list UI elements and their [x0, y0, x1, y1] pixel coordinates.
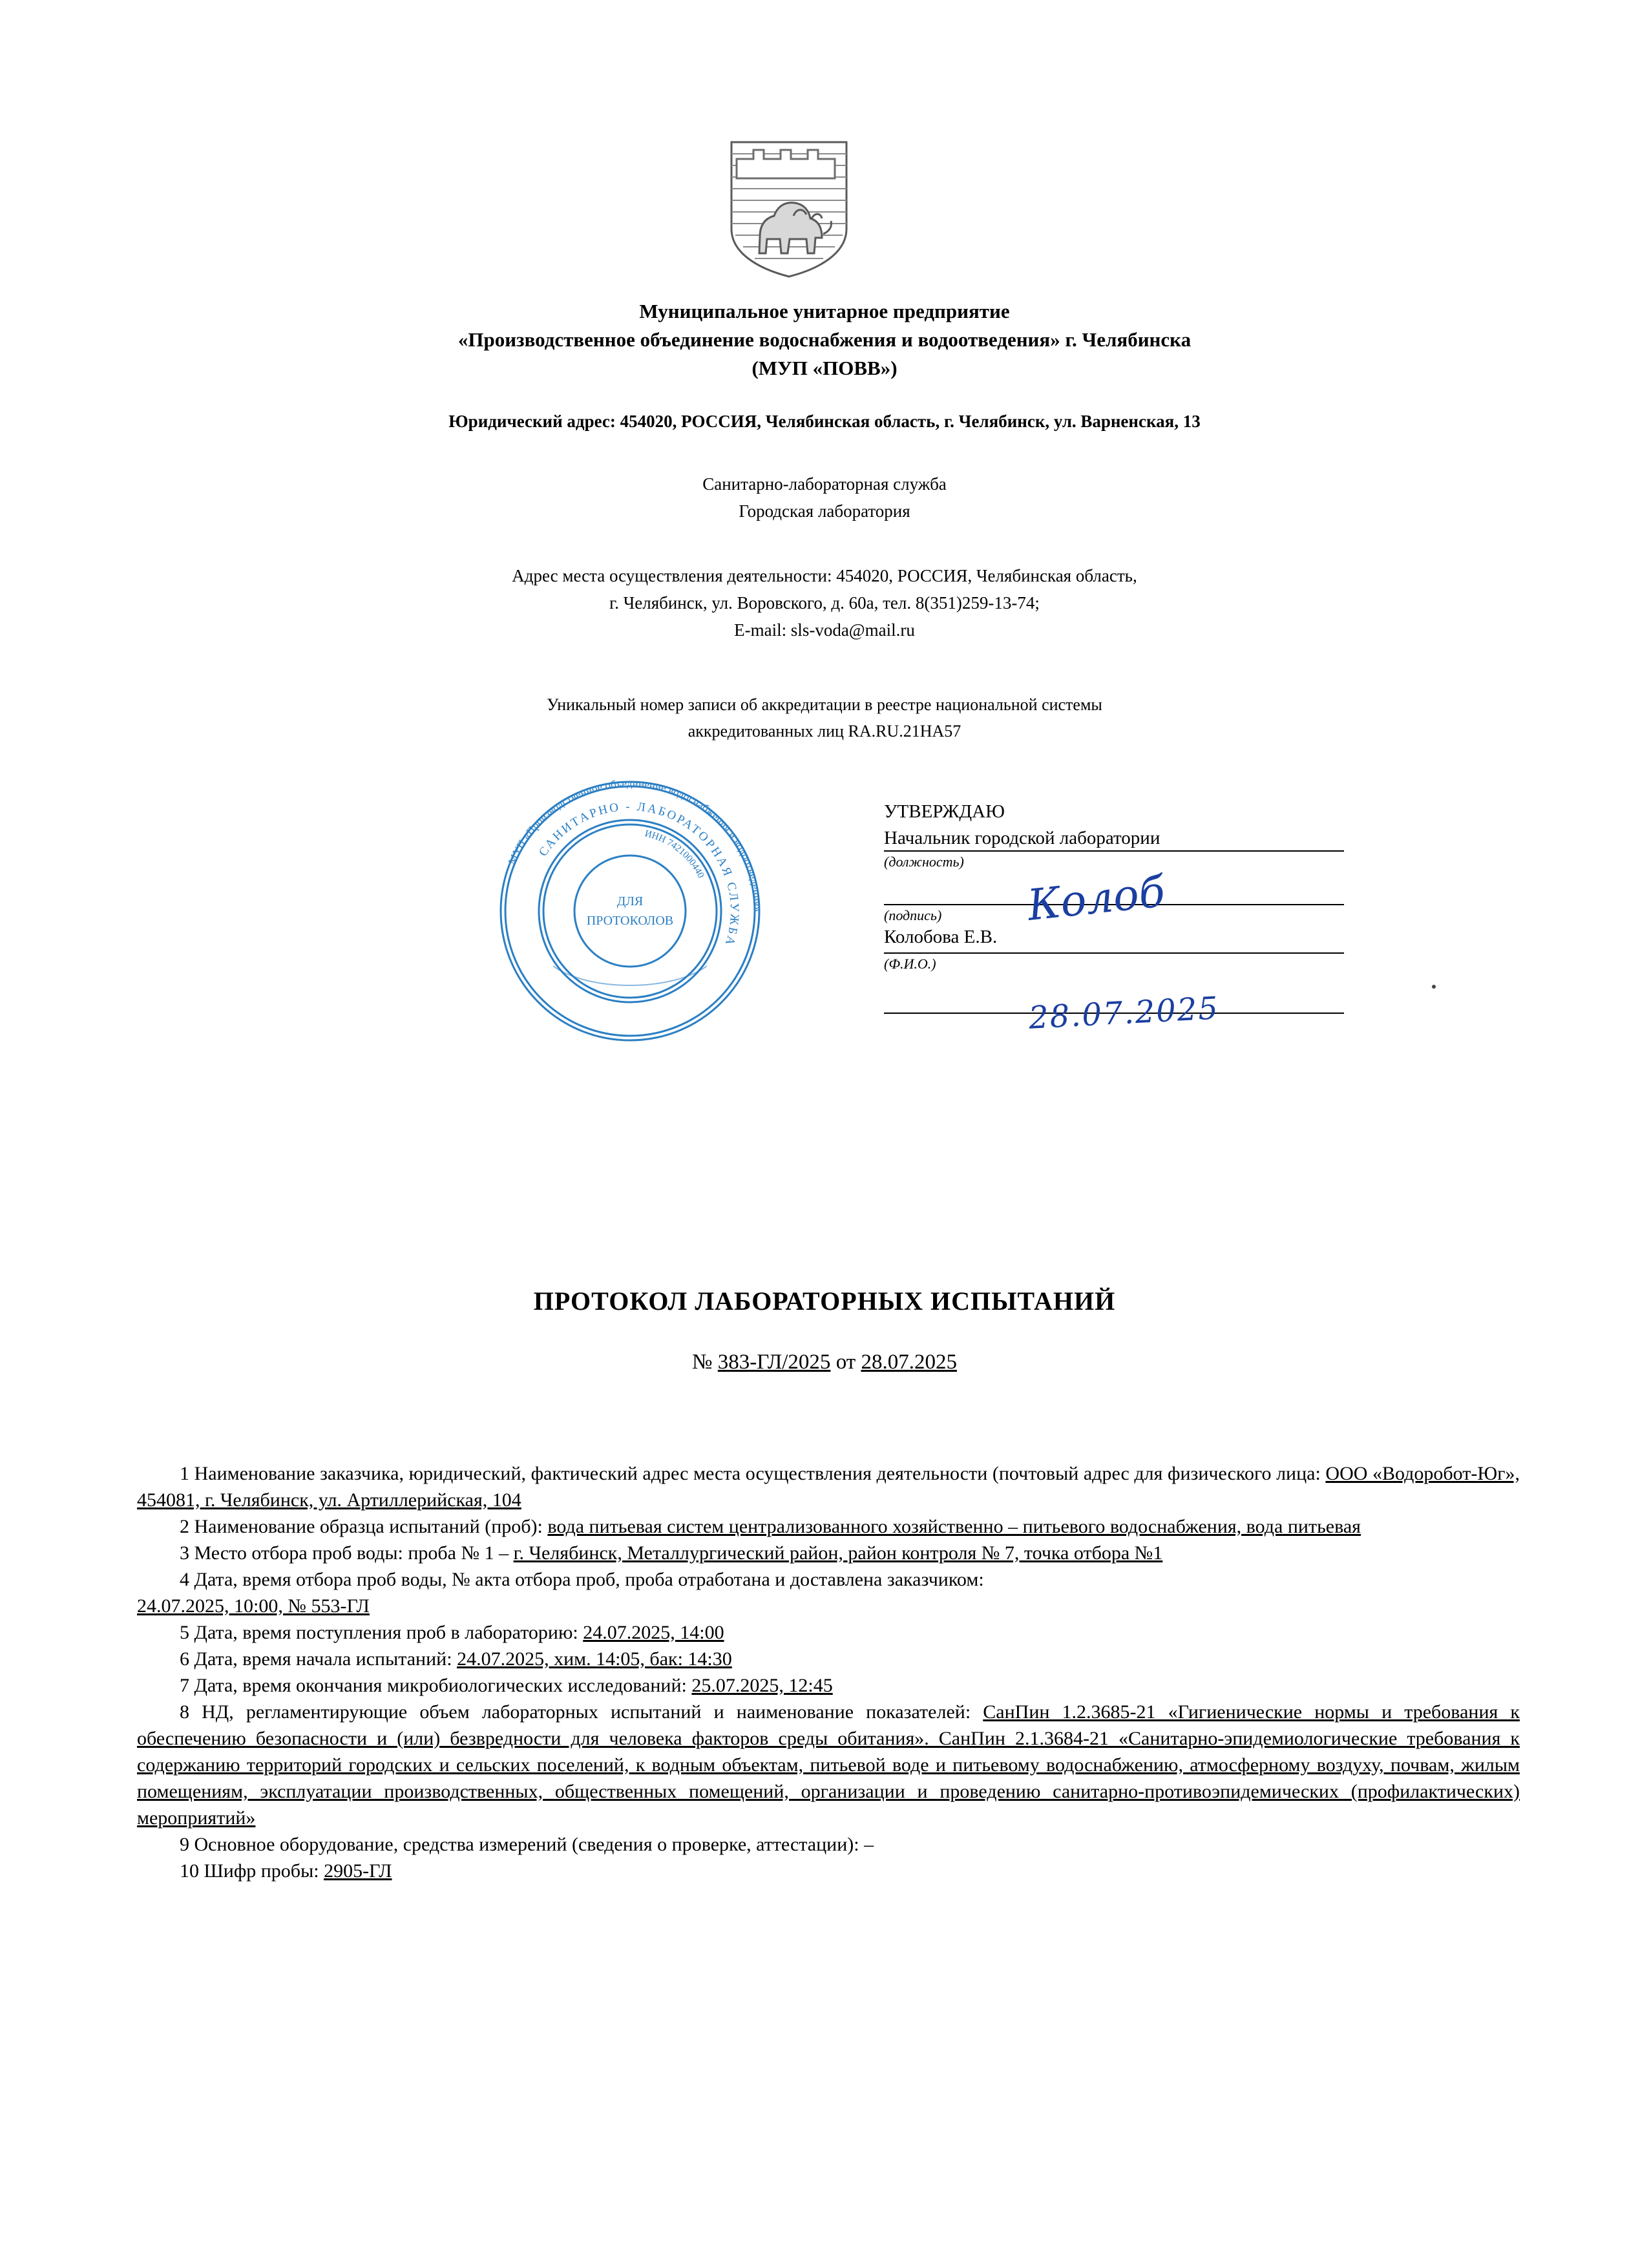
- activity-line-1: Адрес места осуществления деятельности: 454020, РОССИЯ, Челябинская область,: [512, 566, 1137, 585]
- item-1: [137, 1460, 1520, 1513]
- page-mark-dot: [1432, 985, 1436, 989]
- item-4-value: 24.07.2025, 10:00, № 553-ГЛ: [137, 1595, 370, 1617]
- official-stamp: [491, 772, 769, 1050]
- coat-of-arms-icon: [729, 140, 849, 279]
- item-3: [137, 1540, 1520, 1566]
- svg-text:САНИТАРНО - ЛАБОРАТОРНАЯ СЛУЖБ: САНИТАРНО - ЛАБОРАТОРНАЯ СЛУЖБА: [536, 799, 742, 949]
- item-7: [137, 1672, 1520, 1699]
- item-7-value: 25.07.2025, 12:45: [691, 1675, 833, 1696]
- organization-header: [0, 297, 1649, 383]
- approval-title: УТВЕРЖДАЮ: [884, 801, 1005, 822]
- item-5-label: 5 Дата, время поступления проб в лабораторию:: [180, 1622, 583, 1643]
- approval-fio-label: (Ф.И.О.): [884, 956, 936, 972]
- svg-text:МУП «Производственное объедине: МУП «Производственное объединение водоснабжения и водоотведения»: [505, 777, 764, 912]
- item-8-label: 8 НД, регламентирующие объем лабораторных испытаний и наименование показателей:: [180, 1701, 983, 1723]
- item-4: [137, 1566, 1520, 1619]
- svg-text:ИНН 7421000440: ИНН 7421000440: [644, 828, 706, 880]
- item-2-value: вода питьевая систем централизованного хозяйственно – питьевого водоснабжения, вода питьевая: [547, 1516, 1361, 1537]
- item-9-label: 9 Основное оборудование, средства измерений (сведения о проверке, аттестации): –: [180, 1834, 874, 1855]
- item-8: [137, 1699, 1520, 1831]
- handwritten-signature: Колоб: [1025, 866, 1168, 930]
- item-1-value: ООО «Водоробот-Юг», 454081, г. Челябинск, ул. Артиллерийская, 104: [137, 1463, 1520, 1511]
- svg-text:ДЛЯ: ДЛЯ: [616, 894, 644, 908]
- item-3-label: 3 Место отбора проб воды: проба № 1 –: [180, 1542, 514, 1564]
- activity-line-2: г. Челябинск, ул. Воровского, д. 60а, тел. 8(351)259-13-74;: [609, 593, 1040, 613]
- item-10-label: 10 Шифр пробы:: [180, 1860, 324, 1882]
- activity-line-3: E-mail: sls-voda@mail.ru: [734, 620, 915, 640]
- approval-fio: Колобова Е.В.: [884, 927, 1344, 954]
- service-line-2: Городская лаборатория: [739, 501, 910, 521]
- page-title: ПРОТОКОЛ ЛАБОРАТОРНЫХ ИСПЫТАНИЙ: [533, 1286, 1116, 1316]
- activity-address: [0, 562, 1649, 644]
- org-line-2: «Производственное объединение водоснабжения и водоотведения» г. Челябинска: [457, 328, 1192, 351]
- item-7-label: 7 Дата, время окончания микробиологических исследований:: [180, 1675, 692, 1696]
- item-8-value: СанПин 1.2.3685-21 «Гигиенические нормы и требования к обеспечению безопасности и (или) безвредности для человека факторов среды обитания». СанПин 2.1.3684-21 «Санитарно-эпидемиологические требования к содержанию территорий городских и сельских поселений, к водным объектам, питьевой воде и питьевому водоснабжению, атмосферному воздуху, почвам, жилым помещениям, эксплуатации производственных, общественных помещений, организации и проведению санитарно-противоэпидемических (профилактических) мероприятий»: [137, 1701, 1520, 1829]
- svg-text:ПРОТОКОЛОВ: ПРОТОКОЛОВ: [586, 914, 674, 928]
- org-line-3: (МУП «ПОВВ»): [751, 357, 898, 379]
- service-line-1: Санитарно-лабораторная служба: [702, 474, 947, 494]
- approval-position-label: (должность): [884, 854, 964, 870]
- item-5-value: 24.07.2025, 14:00: [583, 1622, 724, 1643]
- item-2-label: 2 Наименование образца испытаний (проб):: [180, 1516, 548, 1537]
- item-3-value: г. Челябинск, Металлургический район, район контроля № 7, точка отбора №1: [513, 1542, 1163, 1564]
- number-prefix: №: [692, 1350, 718, 1374]
- item-1-label: 1 Наименование заказчика, юридический, фактический адрес места осуществления деятельности (почтовый адрес для физического лица:: [180, 1463, 1326, 1484]
- item-6: [137, 1646, 1520, 1672]
- approval-position: Начальник городской лаборатории: [884, 828, 1344, 852]
- document-number: 383-ГЛ/2025: [717, 1350, 831, 1374]
- org-line-1: Муниципальное унитарное предприятие: [639, 300, 1010, 322]
- item-2: [137, 1513, 1520, 1540]
- accreditation-line-1: Уникальный номер записи об аккредитации в реестре национальной системы: [547, 695, 1102, 714]
- item-4-label: 4 Дата, время отбора проб воды, № акта отбора проб, проба отработана и доставлена заказчиком:: [180, 1569, 984, 1590]
- item-9: [137, 1831, 1520, 1858]
- approval-signature-label: (подпись): [884, 907, 942, 923]
- accreditation-note: [0, 691, 1649, 744]
- accreditation-line-2: аккредитованных лиц RA.RU.21НА57: [688, 722, 961, 740]
- document-date: 28.07.2025: [861, 1350, 957, 1374]
- item-6-value: 24.07.2025, хим. 14:05, бак: 14:30: [457, 1648, 732, 1670]
- legal-address: Юридический адрес: 454020, РОССИЯ, Челябинская область, г. Челябинск, ул. Варненская, 13: [448, 412, 1201, 431]
- item-5: [137, 1619, 1520, 1646]
- item-10: [137, 1858, 1520, 1884]
- item-10-value: 2905-ГЛ: [324, 1860, 392, 1882]
- handwritten-date: 28.07.2025: [1027, 990, 1221, 1036]
- protocol-items: [137, 1460, 1520, 1884]
- laboratory-service: [0, 470, 1649, 525]
- document-number-line: [0, 1350, 1649, 1374]
- date-prefix: от: [830, 1350, 861, 1374]
- item-6-label: 6 Дата, время начала испытаний:: [180, 1648, 457, 1670]
